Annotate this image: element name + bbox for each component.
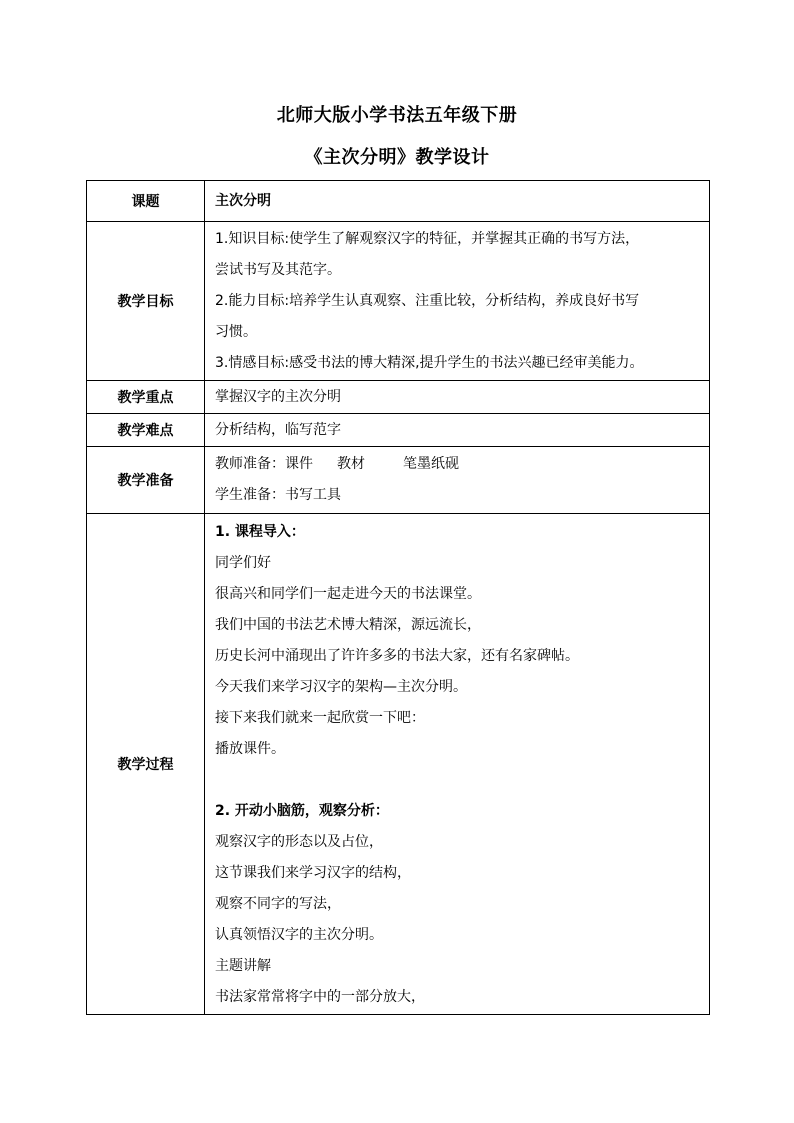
key-point-text: 掌握汉字的主次分明 xyxy=(215,388,341,405)
process-line: 接下来我们就来一起欣赏一下吧： xyxy=(215,710,425,726)
process-label: 教学过程 xyxy=(87,514,205,1015)
teacher-prep-item: 笔墨纸砚 xyxy=(403,456,459,472)
document-subtitle: 《主次分明》教学设计 xyxy=(304,147,490,168)
process-line: 书法家常常将字中的一部分放大， xyxy=(215,989,425,1005)
goal-line: 3.情感目标:感受书法的博大精深,提升学生的书法兴趣已经审美能力。 xyxy=(215,354,644,371)
process-line: 认真领悟汉字的主次分明。 xyxy=(215,927,383,943)
difficulty-label: 教学难点 xyxy=(87,414,205,447)
process-section-heading: 2. 开动小脑筋，观察分析： xyxy=(215,803,389,819)
row-key-point xyxy=(87,381,710,414)
process-line: 主题讲解 xyxy=(215,958,271,974)
teacher-prep-item: 课件 xyxy=(285,456,313,472)
difficulty-content xyxy=(205,414,710,447)
goals-content xyxy=(205,222,710,381)
row-process xyxy=(87,514,710,1015)
goal-line: 2.能力目标:培养学生认真观察、注重比较，分析结构，养成良好书写 xyxy=(215,292,640,309)
topic-text: 主次分明 xyxy=(215,192,271,209)
topic-value xyxy=(205,181,710,222)
process-line: 我们中国的书法艺术博大精深，源远流长， xyxy=(215,617,481,633)
teacher-prep-item: 教材 xyxy=(337,456,365,472)
process-line: 今天我们来学习汉字的架构—主次分明。 xyxy=(215,679,467,695)
preparation-content xyxy=(205,447,710,514)
process-line: 播放课件。 xyxy=(215,741,285,757)
lesson-plan-table xyxy=(86,180,710,1015)
process-line: 同学们好 xyxy=(215,555,271,571)
difficulty-text: 分析结构，临写范字 xyxy=(215,421,341,438)
goal-line: 1.知识目标:使学生了解观察汉字的特征，并掌握其正确的书写方法， xyxy=(215,230,640,247)
preparation-label: 教学准备 xyxy=(87,447,205,514)
row-difficulty xyxy=(87,414,710,447)
key-point-label: 教学重点 xyxy=(87,381,205,414)
topic-label: 课题 xyxy=(87,181,205,222)
goals-label: 教学目标 xyxy=(87,222,205,381)
process-line: 这节课我们来学习汉字的结构， xyxy=(215,865,411,881)
key-point-content xyxy=(205,381,710,414)
process-line: 很高兴和同学们一起走进今天的书法课堂。 xyxy=(215,586,481,602)
goal-line: 尝试书写及其范字。 xyxy=(215,261,341,278)
teacher-prep-prefix: 教师准备： xyxy=(215,456,285,472)
process-section-heading: 1. 课程导入： xyxy=(215,524,305,540)
process-line: 观察不同字的写法， xyxy=(215,896,341,912)
process-line: 历史长河中涌现出了许许多多的书法大家，还有名家碑帖。 xyxy=(215,648,579,664)
goal-line: 习惯。 xyxy=(215,323,257,340)
row-preparation xyxy=(87,447,710,514)
blank-line xyxy=(215,765,703,796)
row-goals xyxy=(87,222,710,381)
process-line: 观察汉字的形态以及占位， xyxy=(215,834,383,850)
process-content xyxy=(205,514,710,1015)
student-preparation: 学生准备：书写工具 xyxy=(215,487,341,503)
row-topic xyxy=(87,181,710,222)
document-title: 北师大版小学书法五年级下册 xyxy=(276,105,518,126)
teacher-preparation xyxy=(215,449,703,480)
